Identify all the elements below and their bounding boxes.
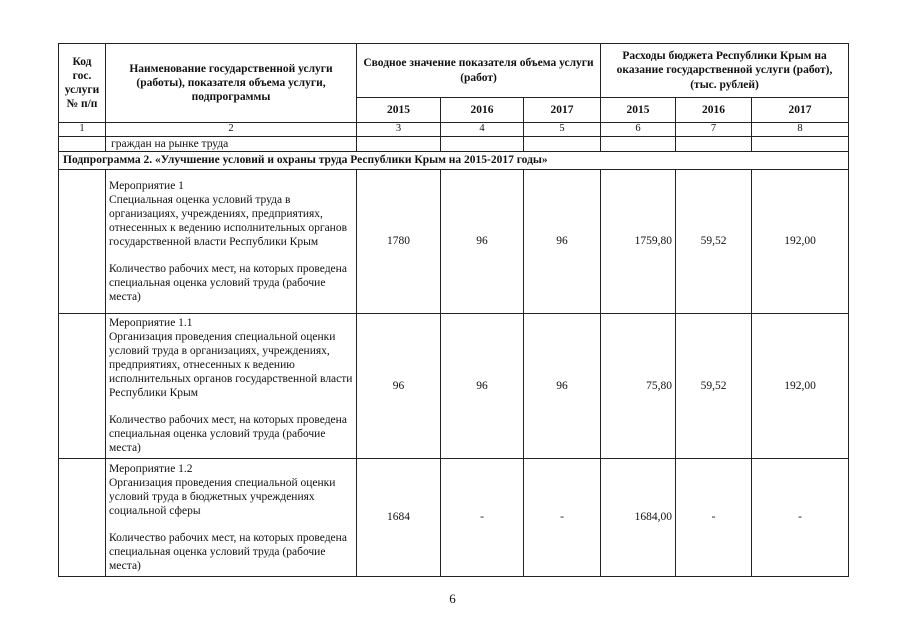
volume-2015: 1780 — [357, 169, 441, 313]
col-number: 4 — [441, 123, 524, 137]
continuation-row — [59, 136, 849, 151]
continuation-text: граждан на рынке труда — [106, 136, 357, 151]
budget-2015: 1684,00 — [601, 458, 676, 576]
volume-2017: 96 — [524, 169, 601, 313]
volume-2016: 96 — [441, 313, 524, 458]
volume-2016: 96 — [441, 169, 524, 313]
activity-cell — [106, 313, 357, 458]
page-number: 6 — [449, 591, 456, 606]
header-name: Наименование государственной услуги (работы), показателя объема услуги, подпрограммы — [106, 44, 357, 123]
row-code — [59, 169, 106, 313]
budget-2016: 59,52 — [676, 313, 752, 458]
year-volume-2017: 2017 — [524, 98, 601, 123]
col-number: 7 — [676, 123, 752, 137]
volume-2017: 96 — [524, 313, 601, 458]
services-table — [58, 43, 849, 577]
volume-2015: 96 — [357, 313, 441, 458]
col-number: 3 — [357, 123, 441, 137]
header-code: Код гос. услуги № п/п — [59, 44, 106, 123]
budget-2016: - — [676, 458, 752, 576]
year-budget-2016: 2016 — [676, 98, 752, 123]
activity-title: Мероприятие 1.1 Организация проведения специальной оценки условий труда в организациях, учреждениях, предприятиях, отнесенных к ведению исполнительных органов государственной власти Республики Крым — [109, 317, 353, 400]
table-row — [59, 169, 849, 313]
volume-2015: 1684 — [357, 458, 441, 576]
activity-title: Мероприятие 1.2 Организация проведения специальной оценки условий труда в бюджетных учреждениях социальной сферы — [109, 462, 336, 517]
activity-indicator: Количество рабочих мест, на которых проведена специальная оценка условий труда (рабочие места) — [109, 531, 347, 572]
col-number: 2 — [106, 123, 357, 137]
budget-2017: 192,00 — [752, 169, 849, 313]
activity-title: Мероприятие 1 Специальная оценка условий труда в организациях, учреждениях, предприятиях, отнесенных к ведению исполнительных органов государственной власти Республики Крым — [109, 179, 348, 248]
col-number: 8 — [752, 123, 849, 137]
year-budget-2015: 2015 — [601, 98, 676, 123]
subprogram-title: Подпрограмма 2. «Улучшение условий и охраны труда Республики Крым на 2015-2017 годы» — [59, 151, 849, 169]
header-row-1 — [59, 44, 849, 98]
col-number: 6 — [601, 123, 676, 137]
header-budget: Расходы бюджета Республики Крым на оказание государственной услуги (работ), (тыс. рублей) — [601, 44, 849, 98]
table-row — [59, 313, 849, 458]
subprogram-row — [59, 151, 849, 169]
budget-2015: 1759,80 — [601, 169, 676, 313]
col-number: 1 — [59, 123, 106, 137]
budget-2017: - — [752, 458, 849, 576]
header-volume: Сводное значение показателя объема услуги (работ) — [357, 44, 601, 98]
budget-2017: 192,00 — [752, 313, 849, 458]
year-volume-2015: 2015 — [357, 98, 441, 123]
table-row — [59, 458, 849, 576]
year-volume-2016: 2016 — [441, 98, 524, 123]
budget-2016: 59,52 — [676, 169, 752, 313]
volume-2017: - — [524, 458, 601, 576]
activity-indicator: Количество рабочих мест, на которых проведена специальная оценка условий труда (рабочие места) — [109, 262, 347, 303]
activity-indicator: Количество рабочих мест, на которых проведена специальная оценка условий труда (рабочие места) — [109, 414, 347, 455]
activity-cell — [106, 458, 357, 576]
year-budget-2017: 2017 — [752, 98, 849, 123]
row-code — [59, 313, 106, 458]
budget-2015: 75,80 — [601, 313, 676, 458]
column-numbers-row — [59, 123, 849, 137]
activity-cell — [106, 169, 357, 313]
volume-2016: - — [441, 458, 524, 576]
col-number: 5 — [524, 123, 601, 137]
row-code — [59, 458, 106, 576]
